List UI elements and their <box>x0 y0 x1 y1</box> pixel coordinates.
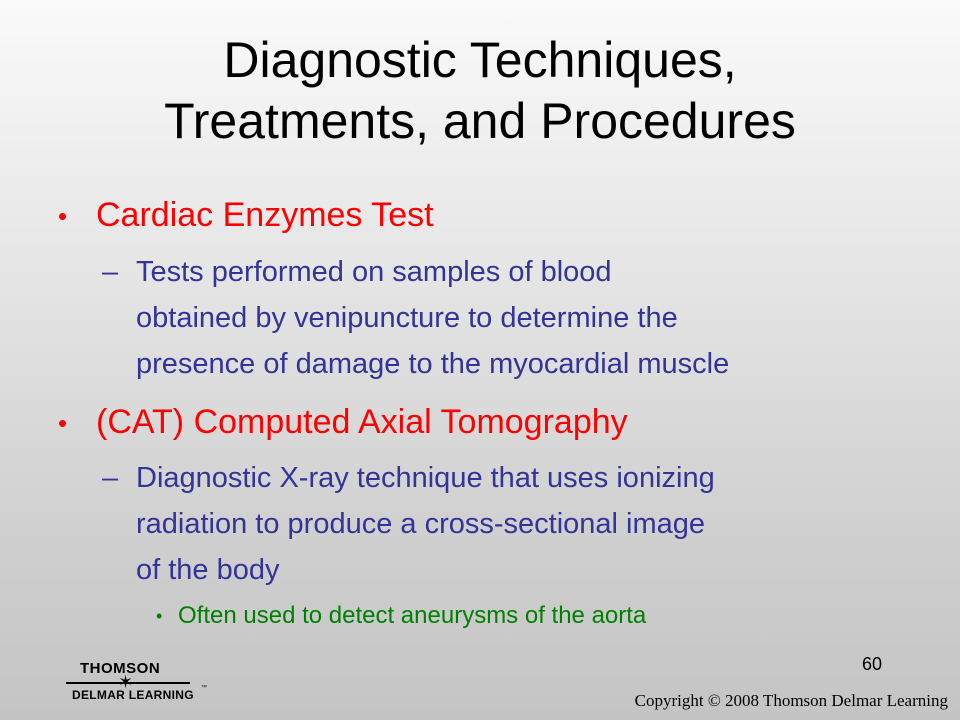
description-line: radiation to produce a cross-sectional image <box>136 508 706 540</box>
description-line: obtained by venipuncture to determine the <box>136 302 678 334</box>
description-line: Tests performed on samples of blood <box>136 256 612 288</box>
sub-sub-bullet-aneurysm-note: Often used to detect aneurysms of the aorta <box>178 602 647 629</box>
bullet-marker: • <box>58 408 68 438</box>
logo-delmar-learning-text: DELMAR LEARNING <box>72 688 194 702</box>
bullet-cardiac-enzymes-test: Cardiac Enzymes Test <box>96 196 434 234</box>
page-number: 60 <box>862 654 883 674</box>
description-line: of the body <box>136 554 280 586</box>
bullet-marker: • <box>58 201 68 231</box>
bullet-cat-scan: (CAT) Computed Axial Tomography <box>96 403 628 441</box>
sub-bullet-cat-description <box>136 455 715 593</box>
logo-thomson-text: THOMSON <box>80 660 161 677</box>
sub-bullet-dash: – <box>102 462 119 494</box>
trademark-symbol: ™ <box>201 685 207 691</box>
star-icon: ✶ <box>118 672 134 692</box>
thomson-delmar-logo <box>60 660 220 706</box>
title-line-2: Treatments, and Procedures <box>164 93 796 149</box>
description-line: presence of damage to the myocardial muscle <box>136 348 730 380</box>
slide-title <box>0 30 960 152</box>
sub-sub-bullet-marker: • <box>156 606 163 626</box>
sub-bullet-cardiac-enzymes-description <box>136 249 729 387</box>
sub-bullet-dash: – <box>102 256 119 288</box>
copyright-notice: Copyright © 2008 Thomson Delmar Learning <box>634 691 948 710</box>
description-line: Diagnostic X-ray technique that uses ionizing <box>136 462 715 494</box>
title-line-1: Diagnostic Techniques, <box>223 32 737 88</box>
